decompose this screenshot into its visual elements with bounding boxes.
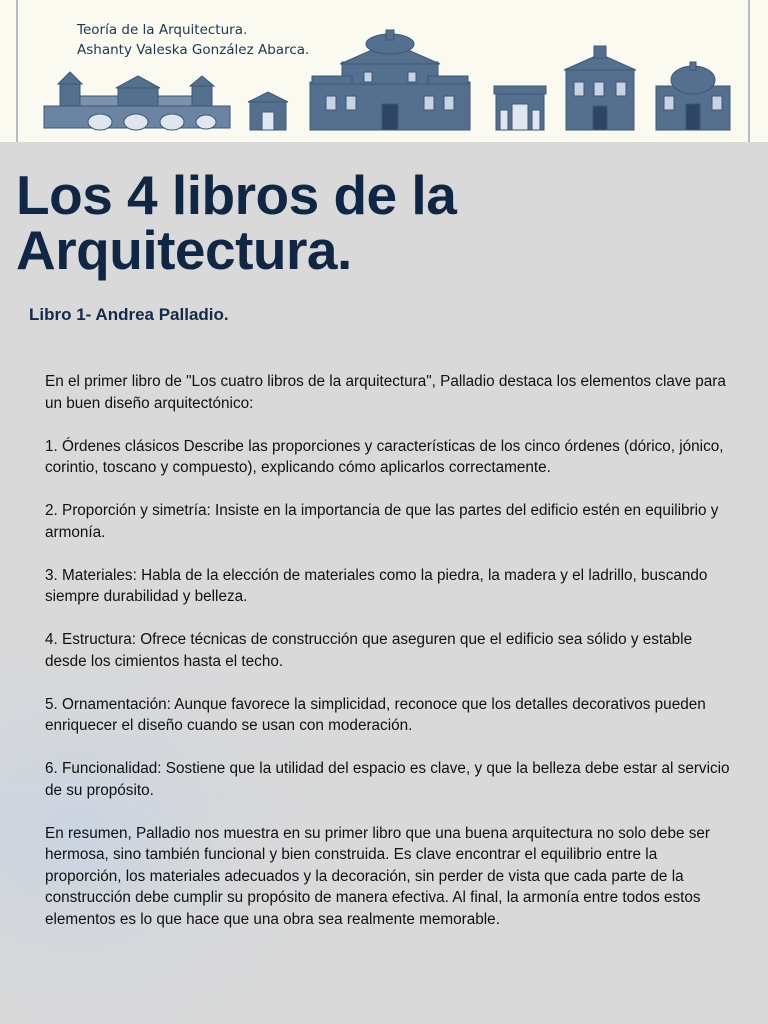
paragraph-intro: En el primer libro de "Los cuatro libros de la arquitectura", Palladio destaca los elementos clave para un buen diseño arquitectónico: <box>45 373 726 412</box>
header-banner <box>0 0 768 142</box>
course-name: Teoría de la Arquitectura. <box>77 22 248 38</box>
buildings-illustration <box>0 0 768 142</box>
paragraph-item-2: 2. Proporción y simetría: Insiste en la importancia de que las partes del edificio estén en equilibrio y armonía. <box>45 502 719 541</box>
body-text <box>45 371 735 952</box>
building-chapel-icon <box>656 62 730 130</box>
paragraph-item-5: 5. Ornamentación: Aunque favorece la simplicidad, reconoce que los detalles decorativos pueden enriquecer el diseño cuando se usan con moderación. <box>45 695 706 734</box>
paragraph-item-4: 4. Estructura: Ofrece técnicas de construcción que aseguren que el edificio sea sólido y estable desde los cimientos hasta el techo. <box>45 631 693 670</box>
author-name: Ashanty Valeska González Abarca. <box>77 42 310 58</box>
paragraph-item-3: 3. Materiales: Habla de la elección de materiales como la piedra, la madera y el ladrillo, buscando siempre durabilidad y belleza. <box>45 566 708 605</box>
building-arch-icon <box>494 86 546 130</box>
subtitle: Libro 1- Andrea Palladio. <box>29 305 229 324</box>
building-arcade-icon <box>44 72 230 130</box>
paragraph-item-6: 6. Funcionalidad: Sostiene que la utilidad del espacio es clave, y que la belleza debe estar al servicio de su propósito. <box>45 760 730 799</box>
paragraph-item-1: 1. Órdenes clásicos Describe las proporciones y características de los cinco órdenes (dórico, jónico, corintio, toscano y compuesto), explicando cómo aplicarlos correctamente. <box>45 437 724 476</box>
paragraph-summary: En resumen, Palladio nos muestra en su primer libro que una buena arquitectura no solo debe ser hermosa, sino también funcional y bien construida. Es clave encontrar el equilibrio entre la proporción, los materiales adecuados y la decoración, sin perder de vista que cada parte de la construcción debe cumplir su propósito de manera efectiva. Al final, la armonía entre todos estos elementos es lo que hace que una obra sea realmente memorable. <box>45 824 710 928</box>
page-title: Los 4 libros de la Arquitectura. <box>16 164 457 281</box>
building-basilica-icon <box>310 30 470 130</box>
building-pavilion-icon <box>248 92 288 130</box>
building-facade-icon <box>564 46 636 130</box>
